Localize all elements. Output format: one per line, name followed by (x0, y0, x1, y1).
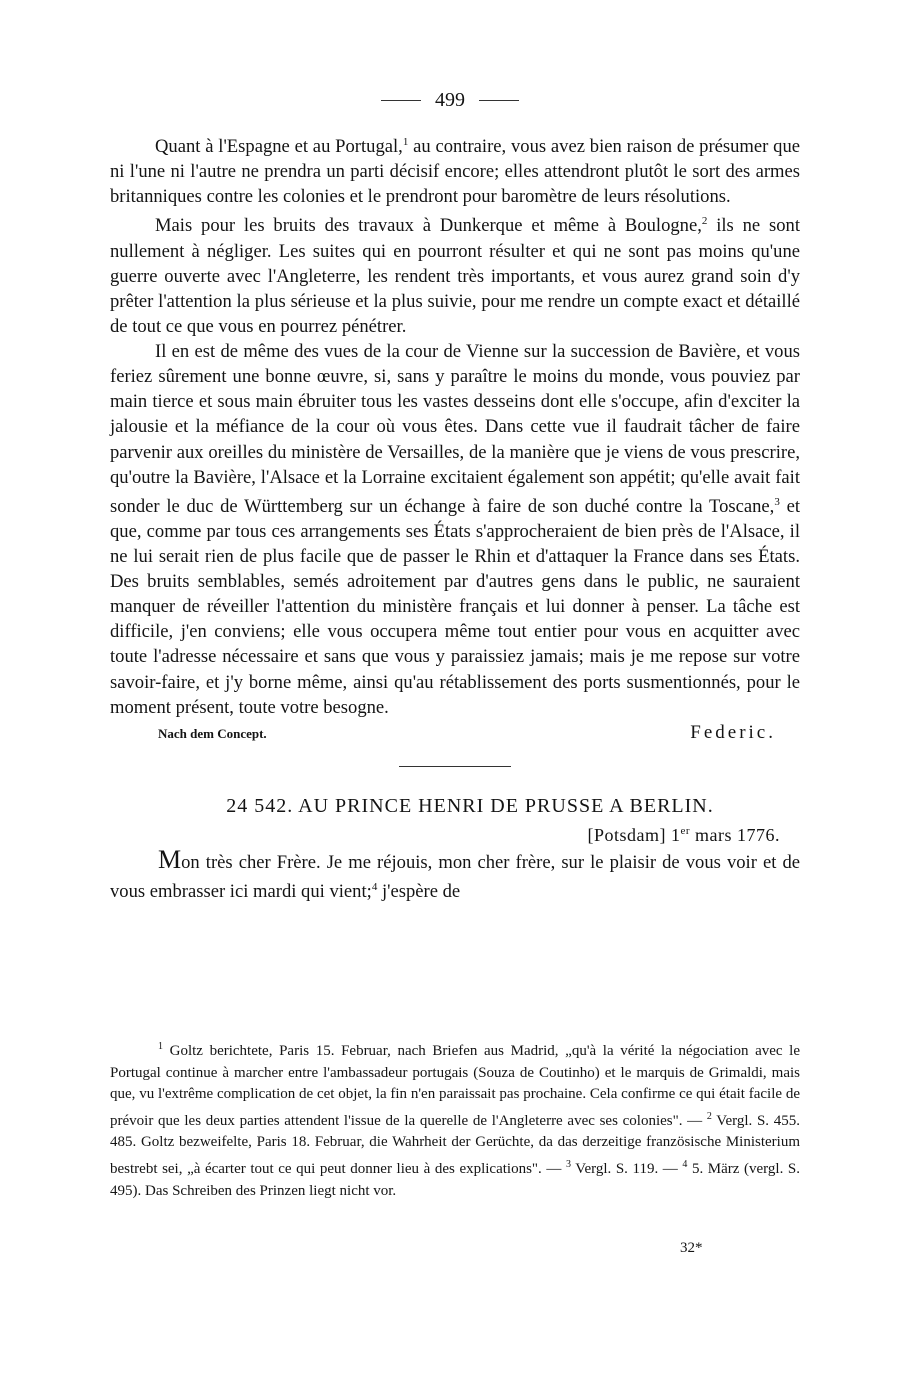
signature-row (110, 722, 800, 752)
letter-opening (110, 844, 800, 904)
footnote-note-ref: 2 (706, 1110, 712, 1122)
paragraph (110, 130, 800, 209)
source-note: Nach dem Concept. (158, 725, 267, 741)
section-divider (399, 766, 511, 767)
paragraph-note-ref: 2 (701, 215, 708, 228)
paragraph-text: au contraire, vous avez bien raison de présumer que ni l'une ni l'autre ne prendra un parti décisif encore; elles attendront plutôt le sort des armes britanniques contre les colonies et le prendront pour baromètre de leurs résolutions. (110, 136, 800, 208)
letter-heading: 24 542. AU PRINCE HENRI DE PRUSSE A BERLIN. (226, 794, 714, 817)
page-number: 499 (435, 88, 465, 111)
footnote-note-ref: 4 (682, 1158, 688, 1170)
footnote-text: Vergl. S. 119. — (570, 1160, 683, 1177)
signature-mark: 32* (680, 1240, 703, 1256)
paragraph (110, 209, 800, 339)
main-text (110, 130, 800, 904)
header-dash-left (381, 100, 421, 101)
page-header (0, 88, 900, 112)
header-dash-right (479, 100, 519, 101)
paragraph-text: Mais pour les bruits des travaux à Dunkerque et même à Boulogne, (155, 215, 702, 237)
letter-opening-text: j'espère de (377, 881, 461, 902)
footnote-note-ref: 3 (565, 1158, 571, 1170)
paragraph-note-ref: 1 (402, 136, 409, 148)
paragraph-text: Quant à l'Espagne et au Portugal, (155, 136, 403, 158)
dateline-date: mars 1776. (690, 824, 780, 845)
dateline-place: [Potsdam] 1 (587, 824, 681, 845)
dateline-ordinal: er (680, 824, 690, 837)
dropcap: M (158, 844, 182, 874)
footnote-block (110, 1036, 800, 1202)
paragraph-text: ils ne sont nullement à négliger. Les suites qui en pourront résulter et qui ne sont pas moins qu'une guerre ouverte avec l'Angleterre, les rendent très importants, et vous aurez grand soin d'y prêter l'attention la plus sérieuse et la plus suivie, pour me rendre un compte exact et détaillé de tout ce que vous en pourrez pénétrer. (110, 215, 800, 338)
footnotes (110, 1036, 800, 1202)
paragraph (110, 339, 800, 720)
letter-opening-text: on très cher Frère. Je me réjouis, mon cher frère, sur le plaisir de vous voir et de vous embrasser ici mardi qui vient; (110, 851, 800, 902)
dateline (110, 819, 800, 847)
letter-opening-note-ref: 4 (371, 880, 378, 893)
signature: Federic. (690, 721, 776, 743)
footnote-note-ref: 1 (158, 1041, 163, 1052)
footnote-text: Goltz berichtete, Paris 15. Februar, nach Briefen aus Madrid, „qu'à la vérité la négociation avec le Portugal continue à marcher entre l'ambassadeur portugais (Souza de Coutinho) et le marquis de Grimaldi, mais que, vu l'extrême complication de cet objet, la fin n'en paraissait pas prochaine. Cela confirme ce qui était facile de prévoir que les deux parties attendent l'issue de la querelle de l'Angleterre avec ses colonies". — (110, 1043, 800, 1129)
letter-paragraphs (110, 130, 800, 720)
footnote-text: Vergl. S. 455. 485. Goltz bezweifelte, Paris 18. Februar, die Wahrheit der Gerüchte, da das derzeitige französische Ministerium bestrebt sei, „à écarter tout ce qui peut donner lieu à des explications". — (110, 1112, 801, 1177)
footnote-text: 5. März (vergl. S. 495). Das Schreiben des Prinzen liegt nicht vor. (110, 1160, 800, 1199)
paragraph-text: et que, comme par tous ces arrangements ses États s'approcheraient de bien près de l'Alsace, il ne lui serait rien de plus facile que de passer le Rhin et d'attaquer la France dans ses États. Des bruits semblables, semés adroitement par d'autres gens dans le public, ne sauraient manquer de réveiller l'attention du ministère français et lui donner à penser. La tâche est difficile, j'en conviens; elle vous occupera même tout entier pour vous en acquitter avec toute l'adresse nécessaire et sans que vous y paraissiez jamais; mais je me repose sur votre savoir-faire, et j'y borne même, ainsi qu'au rétablissement des ports susmentionnés, pour le moment présent, toute votre besogne. (110, 495, 800, 718)
paragraph-note-ref: 3 (774, 495, 780, 508)
paragraph-text: Il en est de même des vues de la cour de Vienne sur la succession de Bavière, et vous feriez sûrement une bonne œuvre, si, sans y paraître le moins du monde, vous pouviez par main tierce et sous main ébruiter tous les vastes desseins dont elle s'occupe, afin d'exciter la jalousie et la méfiance de la cour où vous êtes. Dans cette vue il faudrait tâcher de faire parvenir aux oreilles du ministère de Versailles, de la manière que je viens de vous prescrire, qu'outre la Bavière, l'Alsace et la Lorraine excitaient également son appétit; qu'elle avait fait sonder le duc de Württemberg sur un échange à faire de son duché contre la Toscane, (110, 341, 800, 517)
